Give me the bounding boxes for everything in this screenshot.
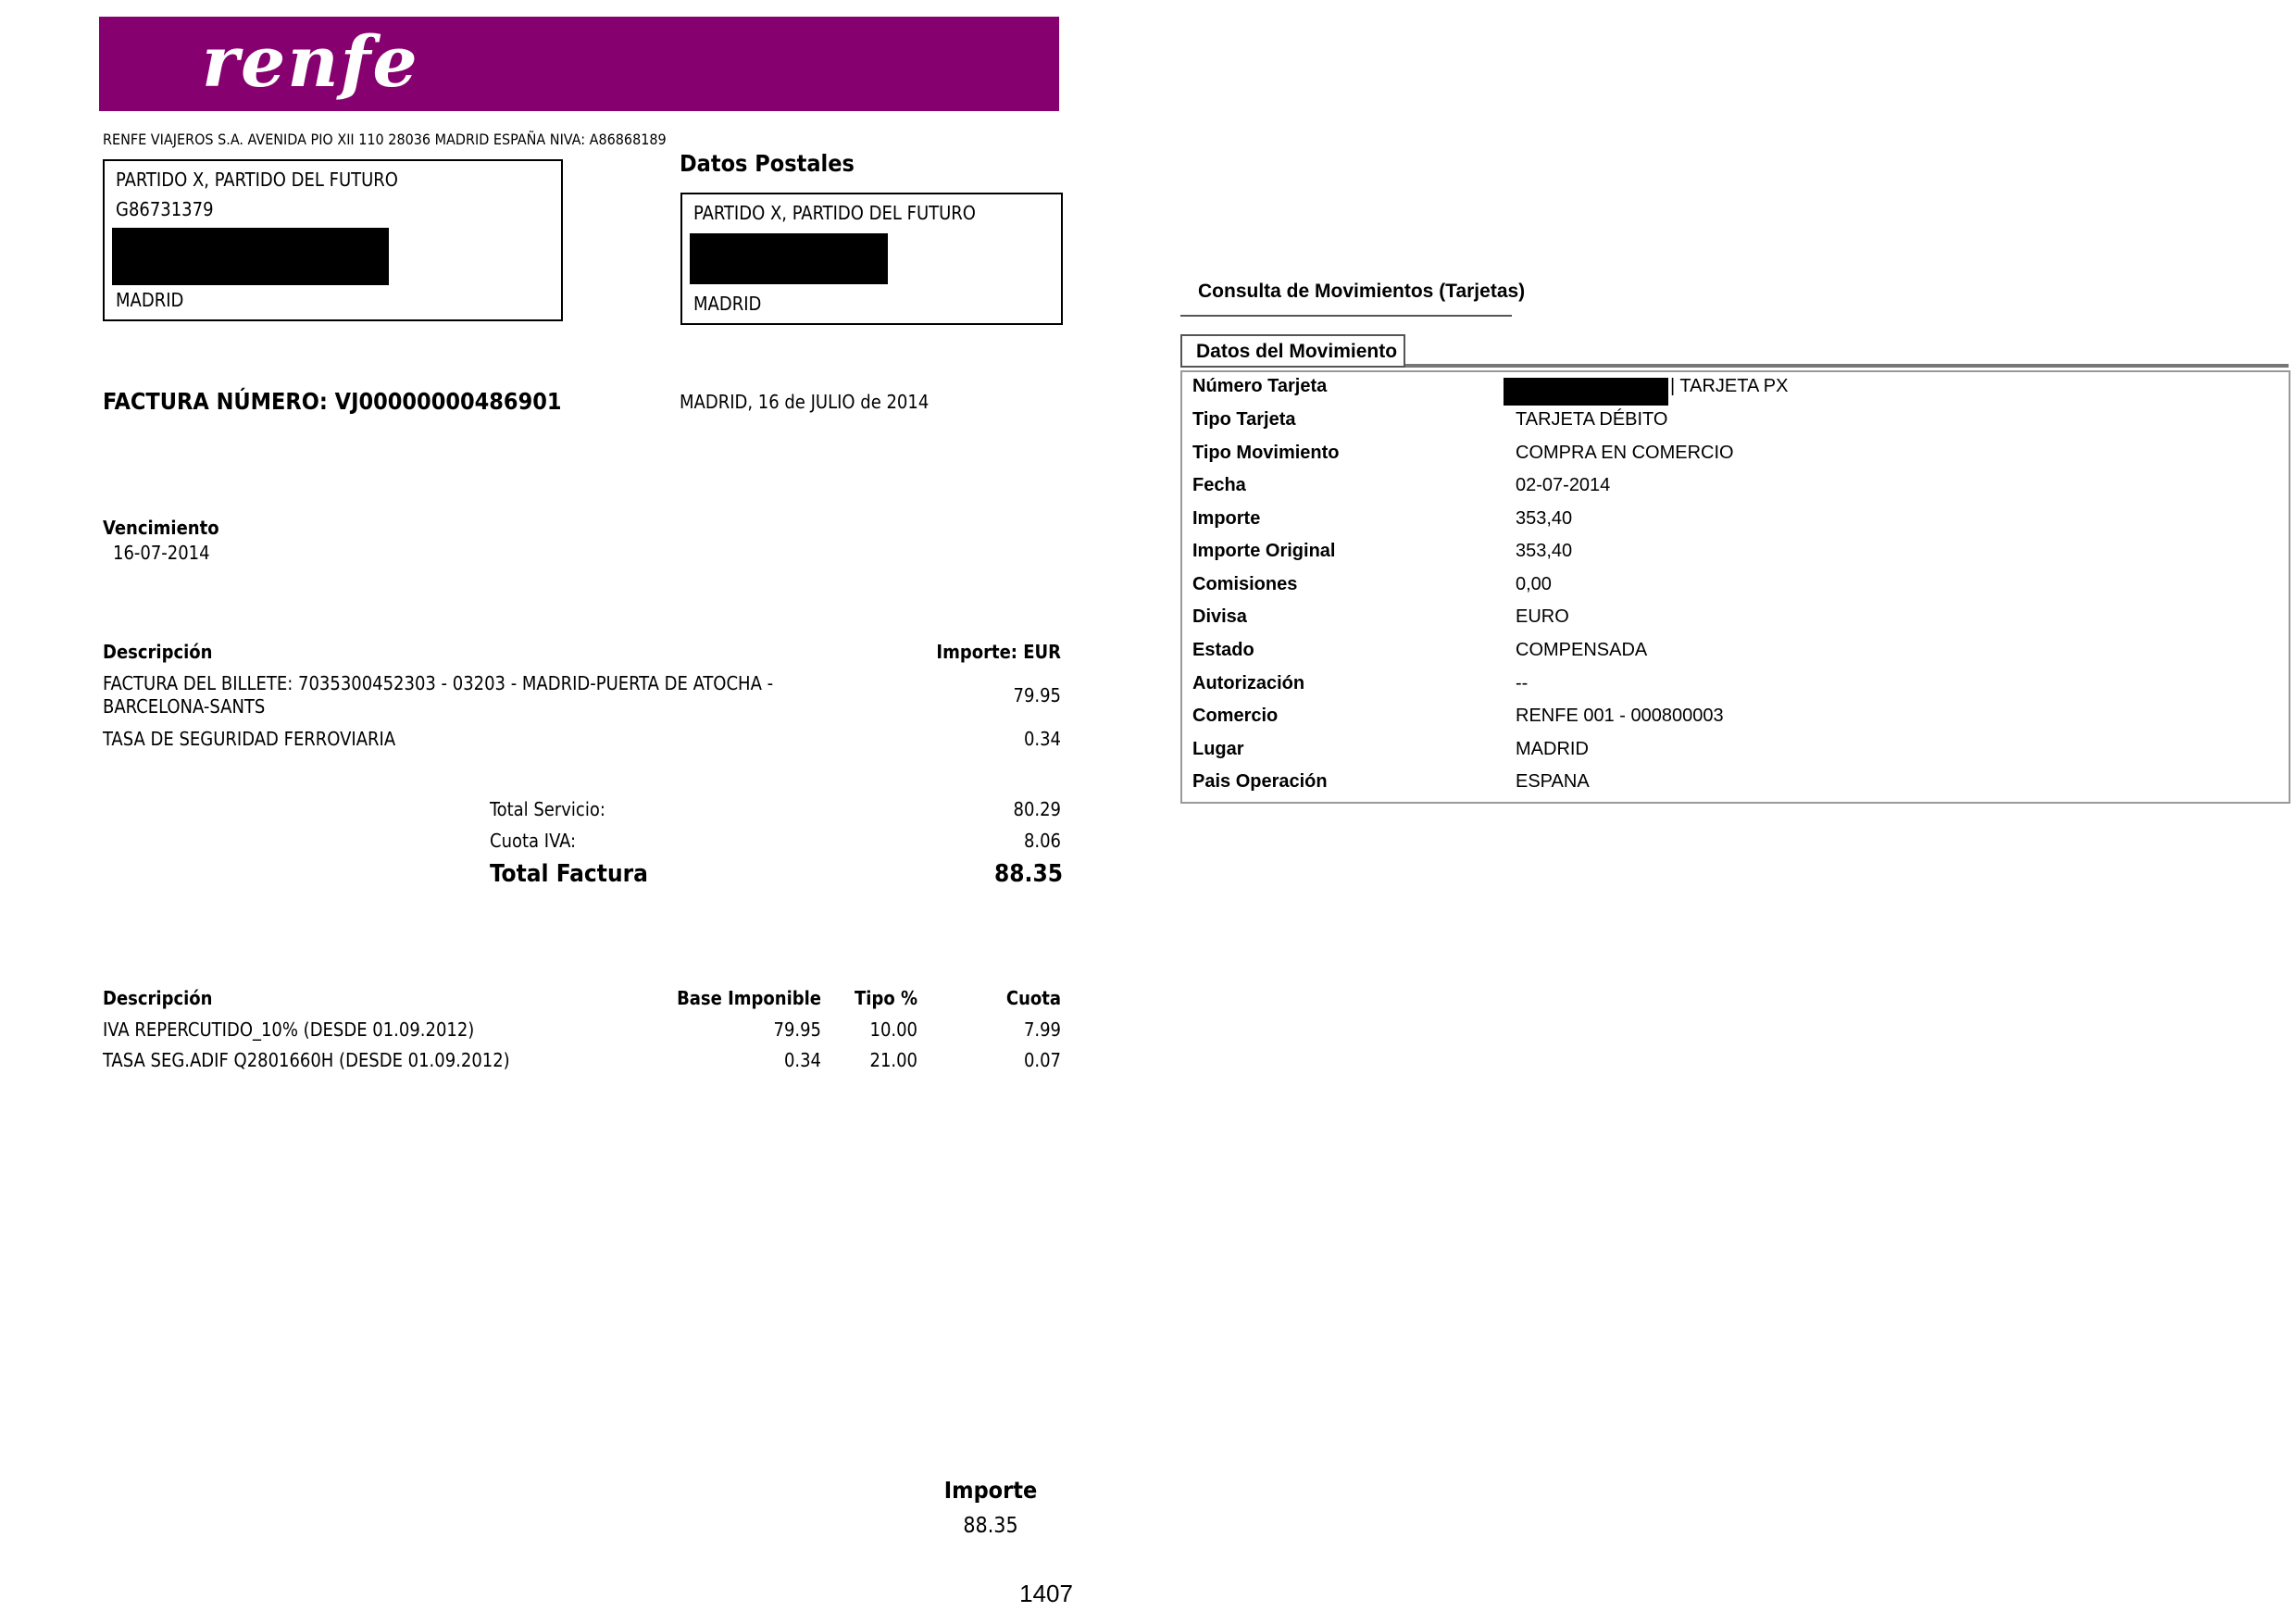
table-row	[1182, 376, 2289, 408]
tax-row-quota: 0.07	[1023, 1049, 1061, 1071]
tax-rate-header: Tipo %	[855, 987, 917, 1009]
total-invoice-value: 88.35	[994, 860, 1063, 888]
row-value: 0,00	[1516, 574, 1552, 594]
row-label: Divisa	[1192, 606, 1247, 627]
table-row	[1182, 475, 2289, 507]
client-address-box	[103, 159, 563, 321]
tax-row-base: 0.34	[783, 1049, 821, 1071]
item-desc: FACTURA DEL BILLETE: 7035300452303 - 03203 - MADRID-PUERTA DE ATOCHA -	[103, 672, 774, 694]
row-label: Lugar	[1192, 739, 1244, 759]
importe-label: Importe	[943, 1477, 1038, 1504]
row-label: Estado	[1192, 640, 1254, 660]
row-label: Tipo Movimiento	[1192, 443, 1340, 463]
tax-base-header: Base Imponible	[677, 987, 821, 1009]
row-value: RENFE 001 - 000800003	[1516, 706, 1724, 726]
tax-row-desc: TASA SEG.ADIF Q2801660H (DESDE 01.09.2012)	[103, 1049, 510, 1071]
tax-desc-header: Descripción	[103, 987, 213, 1009]
row-label: Número Tarjeta	[1192, 376, 1328, 396]
table-row	[1182, 508, 2289, 541]
tax-row-base: 79.95	[773, 1018, 821, 1041]
item-amount: 79.95	[1013, 684, 1061, 706]
table-row	[1182, 706, 2289, 738]
row-label: Autorización	[1192, 673, 1305, 693]
row-value: 353,40	[1516, 508, 1573, 529]
tax-row-desc: IVA REPERCUTIDO_10% (DESDE 01.09.2012)	[103, 1018, 475, 1041]
tab-divider	[1404, 364, 2289, 368]
row-value: EURO	[1516, 606, 1569, 627]
total-service-value: 80.29	[1013, 798, 1061, 820]
row-value: 02-07-2014	[1516, 475, 1611, 495]
row-value: --	[1516, 673, 1529, 693]
due-date: 16-07-2014	[113, 542, 210, 564]
tax-row-quota: 7.99	[1023, 1018, 1061, 1041]
row-value: ESPANA	[1516, 771, 1590, 792]
client-tax-id: G86731379	[116, 198, 214, 220]
row-label: Tipo Tarjeta	[1192, 409, 1296, 430]
table-row	[1182, 673, 2289, 706]
redaction-block	[112, 228, 389, 285]
total-service-label: Total Servicio:	[490, 798, 605, 820]
postal-name: PARTIDO X, PARTIDO DEL FUTURO	[693, 202, 976, 224]
table-row	[1182, 771, 2289, 804]
items-amount-header: Importe: EUR	[936, 641, 1061, 663]
total-invoice-label: Total Factura	[490, 860, 648, 888]
row-value: MADRID	[1516, 739, 1589, 759]
movement-details-table	[1180, 370, 2290, 804]
table-row	[1182, 541, 2289, 573]
redaction-block	[690, 233, 888, 284]
page-number: 1407	[1019, 1580, 1073, 1607]
row-label: Importe	[1192, 508, 1261, 529]
movement-panel-title: Consulta de Movimientos (Tarjetas)	[1198, 281, 1526, 302]
row-label: Fecha	[1192, 475, 1246, 495]
table-row	[1182, 640, 2289, 672]
client-city: MADRID	[116, 289, 184, 311]
table-row	[1182, 409, 2289, 442]
row-label: Pais Operación	[1192, 771, 1328, 792]
row-label: Comercio	[1192, 706, 1279, 726]
item-desc: TASA DE SEGURIDAD FERROVIARIA	[103, 728, 396, 750]
due-label: Vencimiento	[103, 517, 219, 539]
table-row	[1182, 443, 2289, 475]
items-desc-header: Descripción	[103, 641, 213, 663]
row-value: COMPENSADA	[1516, 640, 1648, 660]
row-label: Importe Original	[1192, 541, 1336, 561]
postal-address-box	[680, 193, 1063, 325]
redaction-block	[1504, 378, 1668, 406]
importe-value: 88.35	[963, 1514, 1018, 1538]
renfe-logo: renfe	[202, 20, 419, 103]
title-underline	[1180, 315, 1512, 317]
row-value: COMPRA EN COMERCIO	[1516, 443, 1734, 463]
tab-datos-movimiento[interactable]: Datos del Movimiento	[1180, 334, 1405, 368]
client-name: PARTIDO X, PARTIDO DEL FUTURO	[116, 169, 398, 191]
table-row	[1182, 606, 2289, 639]
tax-quota-header: Cuota	[1005, 987, 1061, 1009]
table-row	[1182, 739, 2289, 771]
invoice-number: FACTURA NÚMERO: VJ00000000486901	[103, 388, 562, 415]
card-type-suffix: | TARJETA PX	[1670, 376, 1789, 396]
item-amount: 0.34	[1023, 728, 1061, 750]
row-value: 353,40	[1516, 541, 1573, 561]
row-value: TARJETA DÉBITO	[1516, 409, 1668, 430]
row-label: Comisiones	[1192, 574, 1298, 594]
postal-city: MADRID	[693, 293, 762, 315]
invoice-date: MADRID, 16 de JULIO de 2014	[680, 391, 930, 413]
tax-row-rate: 21.00	[869, 1049, 917, 1071]
item-desc-cont: BARCELONA-SANTS	[103, 695, 266, 718]
table-row	[1182, 574, 2289, 606]
tax-row-rate: 10.00	[869, 1018, 917, 1041]
iva-label: Cuota IVA:	[490, 830, 577, 852]
postal-title: Datos Postales	[680, 150, 855, 177]
company-address-line: RENFE VIAJEROS S.A. AVENIDA PIO XII 110 28036 MADRID ESPAÑA NIVA: A86868189	[103, 131, 667, 148]
iva-value: 8.06	[1023, 830, 1061, 852]
